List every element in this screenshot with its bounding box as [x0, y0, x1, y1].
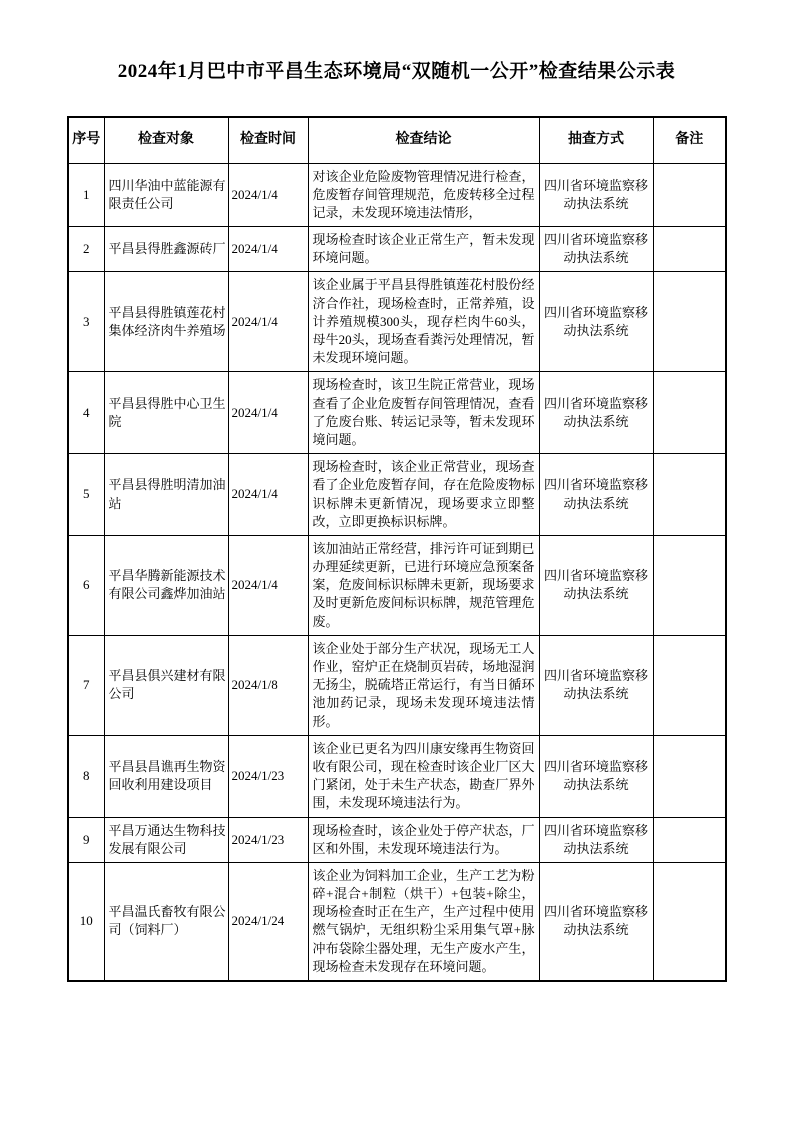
table-row [68, 535, 726, 635]
cell-date: 2024/1/23 [228, 735, 308, 817]
page-title: 2024年1月巴中市平昌生态环境局“双随机一公开”检查结果公示表 [117, 61, 676, 82]
cell-target: 平昌万通达生物科技发展有限公司 [104, 817, 228, 862]
cell-conclusion: 现场检查时该企业正常生产，暂未发现环境问题。 [308, 227, 539, 272]
cell-remark [653, 272, 726, 372]
column-header-remark: 备注 [653, 117, 726, 163]
cell-no: 6 [68, 535, 104, 635]
cell-target: 四川华油中蓝能源有限责任公司 [104, 163, 228, 227]
cell-no: 7 [68, 635, 104, 735]
cell-remark [653, 227, 726, 272]
cell-target: 平昌县昌谯再生物资回收利用建设项目 [104, 735, 228, 817]
cell-target: 平昌县得胜镇莲花村集体经济肉牛养殖场 [104, 272, 228, 372]
cell-remark [653, 535, 726, 635]
cell-method: 四川省环境监察移动执法系统 [539, 862, 653, 981]
cell-conclusion: 该企业已更名为四川康安缘再生物资回收有限公司，现在检查时该企业厂区大门紧闭，处于未生产状态，勘查厂界外围，未发现环境违法行为。 [308, 735, 539, 817]
cell-target: 平昌县得胜中心卫生院 [104, 372, 228, 454]
cell-method: 四川省环境监察移动执法系统 [539, 454, 653, 536]
cell-remark [653, 635, 726, 735]
table-row [68, 372, 726, 454]
cell-conclusion: 该企业属于平昌县得胜镇莲花村股份经济合作社，现场检查时，正常养殖，设计养殖规模300头，现存栏肉牛60头，母牛20头，现场查看粪污处理情况，暂未发现环境问题。 [308, 272, 539, 372]
cell-remark [653, 735, 726, 817]
column-header-method: 抽查方式 [539, 117, 653, 163]
cell-method: 四川省环境监察移动执法系统 [539, 227, 653, 272]
cell-target: 平昌县俱兴建材有限公司 [104, 635, 228, 735]
cell-method: 四川省环境监察移动执法系统 [539, 735, 653, 817]
cell-remark [653, 817, 726, 862]
cell-conclusion: 现场检查时，该企业正常营业，现场查看了企业危废暂存间，存在危险废物标识标牌未更新情况，现场要求立即整改，立即更换标识标牌。 [308, 454, 539, 536]
cell-date: 2024/1/24 [228, 862, 308, 981]
cell-date: 2024/1/4 [228, 272, 308, 372]
cell-conclusion: 对该企业危险废物管理情况进行检查，危废暂存间管理规范，危废转移全过程记录，未发现环境违法情形， [308, 163, 539, 227]
cell-remark [653, 163, 726, 227]
cell-conclusion: 现场检查时，该企业处于停产状态，厂区和外围，未发现环境违法行为。 [308, 817, 539, 862]
cell-method: 四川省环境监察移动执法系统 [539, 535, 653, 635]
cell-date: 2024/1/4 [228, 227, 308, 272]
cell-conclusion: 该加油站正常经营，排污许可证到期已办理延续更新，已进行环境应急预案备案，危废间标识标牌未更新，现场要求及时更新危废间标识标牌，规范管理危废。 [308, 535, 539, 635]
cell-date: 2024/1/4 [228, 454, 308, 536]
table-head [68, 117, 726, 163]
column-header-date: 检查时间 [228, 117, 308, 163]
cell-date: 2024/1/4 [228, 372, 308, 454]
cell-conclusion: 该企业为饲料加工企业，生产工艺为粉碎+混合+制粒（烘干）+包装+除尘，现场检查时正在生产，生产过程中使用燃气锅炉，无组织粉尘采用集气罩+脉冲布袋除尘器处理，无生产废水产生，现场检查未发现存在环境问题。 [308, 862, 539, 981]
table-row [68, 635, 726, 735]
cell-remark [653, 454, 726, 536]
cell-remark [653, 862, 726, 981]
inspection-results-table [67, 116, 727, 982]
table-row [68, 735, 726, 817]
table-row [68, 862, 726, 981]
cell-method: 四川省环境监察移动执法系统 [539, 635, 653, 735]
cell-method: 四川省环境监察移动执法系统 [539, 817, 653, 862]
table-header-row [68, 117, 726, 163]
cell-method: 四川省环境监察移动执法系统 [539, 372, 653, 454]
cell-no: 4 [68, 372, 104, 454]
table-body [68, 163, 726, 981]
cell-method: 四川省环境监察移动执法系统 [539, 272, 653, 372]
cell-no: 10 [68, 862, 104, 981]
cell-no: 2 [68, 227, 104, 272]
table-row [68, 272, 726, 372]
cell-no: 8 [68, 735, 104, 817]
cell-target: 平昌县得胜明清加油站 [104, 454, 228, 536]
cell-target: 平昌华腾新能源技术有限公司鑫烨加油站 [104, 535, 228, 635]
column-header-no: 序号 [68, 117, 104, 163]
cell-date: 2024/1/4 [228, 535, 308, 635]
table-row [68, 163, 726, 227]
column-header-target: 检查对象 [104, 117, 228, 163]
table-row [68, 454, 726, 536]
cell-date: 2024/1/8 [228, 635, 308, 735]
cell-date: 2024/1/4 [228, 163, 308, 227]
cell-target: 平昌县得胜鑫源砖厂 [104, 227, 228, 272]
cell-no: 3 [68, 272, 104, 372]
cell-no: 1 [68, 163, 104, 227]
column-header-conclusion: 检查结论 [308, 117, 539, 163]
cell-conclusion: 现场检查时，该卫生院正常营业，现场查看了企业危废暂存间管理情况，查看了危废台账、转运记录等，暂未发现环境问题。 [308, 372, 539, 454]
cell-method: 四川省环境监察移动执法系统 [539, 163, 653, 227]
table-row [68, 817, 726, 862]
cell-remark [653, 372, 726, 454]
cell-date: 2024/1/23 [228, 817, 308, 862]
cell-no: 9 [68, 817, 104, 862]
cell-no: 5 [68, 454, 104, 536]
table-row [68, 227, 726, 272]
cell-target: 平昌温氏畜牧有限公司（饲料厂） [104, 862, 228, 981]
cell-conclusion: 该企业处于部分生产状况，现场无工人作业，窑炉正在烧制页岩砖，场地湿润无扬尘，脱硫塔正常运行，有当日循环池加药记录，现场未发现环境违法情形。 [308, 635, 539, 735]
